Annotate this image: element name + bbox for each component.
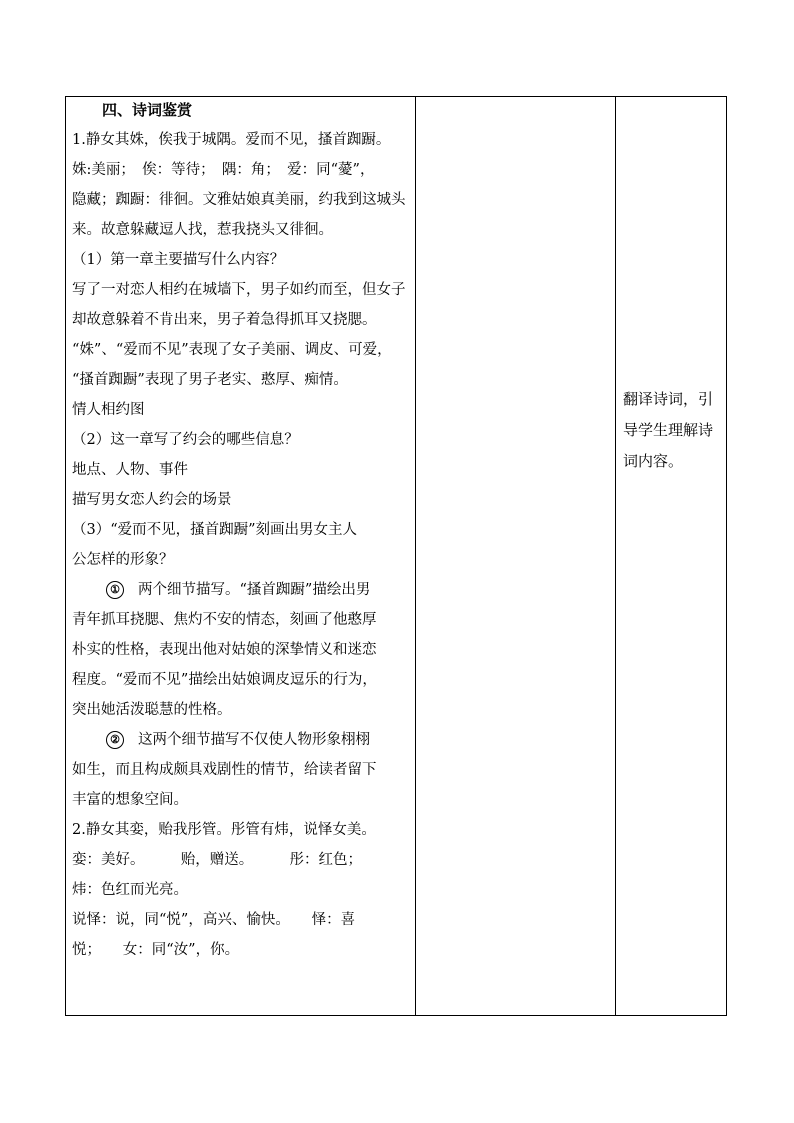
intent-line: 翻译诗词，引 xyxy=(623,390,714,408)
text-line: 说怿：说，同“悦”，高兴、愉快。 怿：喜 xyxy=(72,912,356,928)
section-title: 四、诗词鉴赏 xyxy=(102,101,193,119)
intent-line: 词内容。 xyxy=(623,452,684,470)
text-line: “姝”、“爱而不见”表现了女子美丽、调皮、可爱， xyxy=(72,342,392,358)
text-line: 程度。“爱而不见”描绘出姑娘调皮逗乐的行为， xyxy=(72,672,377,688)
column-divider xyxy=(615,97,616,1015)
question-line: （2）这一章写了约会的哪些信息？ xyxy=(72,432,299,448)
text-line: 1.静女其姝，俟我于城隅。爱而不见，搔首踟蹰。 xyxy=(72,132,391,148)
point-2-text: 这两个细节描写不仅使人物形象栩栩 xyxy=(138,732,370,748)
point-1-marker: ① xyxy=(106,581,124,599)
lesson-plan-table xyxy=(65,96,727,1016)
text-line: 写了一对恋人相约在城墙下，男子如约而至，但女子 xyxy=(72,282,406,298)
question-line: （1）第一章主要描写什么内容？ xyxy=(72,252,285,268)
text-line: 2.静女其娈，贻我彤管。彤管有炜，说怿女美。 xyxy=(72,822,376,838)
text-line: 丰富的想象空间。 xyxy=(72,792,188,808)
text-line: 如生，而且构成颇具戏剧性的情节，给读者留下 xyxy=(72,762,377,778)
point-2-first-line xyxy=(72,731,412,750)
text-line: “搔首踟蹰”表现了男子老实、憨厚、痴情。 xyxy=(72,372,348,388)
text-line: 情人相约图 xyxy=(72,402,145,418)
text-line: 悦； 女：同“汝”，你。 xyxy=(72,942,240,958)
text-line: 突出她活泼聪慧的性格。 xyxy=(72,702,232,718)
question-line: 公怎样的形象？ xyxy=(72,552,174,568)
point-1-first-line xyxy=(72,581,412,600)
text-line: 朴实的性格，表现出他对姑娘的深挚情义和迷恋 xyxy=(72,642,377,658)
text-line: 青年抓耳挠腮、焦灼不安的情态，刻画了他憨厚 xyxy=(72,612,377,628)
text-line: 却故意躲着不肯出来，男子着急得抓耳又挠腮。 xyxy=(72,312,377,328)
text-line: 姝:美丽； 俟：等待； 隅：角； 爱：同“薆”， xyxy=(72,162,375,178)
question-line: （3）“爱而不见，搔首踟蹰”刻画出男女主人 xyxy=(72,522,358,538)
text-line: 来。故意躲藏逗人找，惹我挠头又徘徊。 xyxy=(72,222,333,238)
point-1-text: 两个细节描写。“搔首踟蹰”描绘出男 xyxy=(138,582,371,598)
column-divider xyxy=(415,97,416,1015)
teaching-intent-cell xyxy=(623,389,723,482)
point-2-marker: ② xyxy=(106,731,124,749)
text-line: 炜：色红而光亮。 xyxy=(72,882,188,898)
intent-line: 导学生理解诗 xyxy=(623,421,714,439)
text-line: 隐藏；踟蹰：徘徊。文雅姑娘真美丽，约我到这城头 xyxy=(72,192,406,208)
text-line: 描写男女恋人约会的场景 xyxy=(72,492,232,508)
text-line: 地点、人物、事件 xyxy=(72,462,188,478)
content-cell xyxy=(72,101,412,971)
text-line: 娈：美好。 贻，赠送。 彤：红色； xyxy=(72,852,362,868)
